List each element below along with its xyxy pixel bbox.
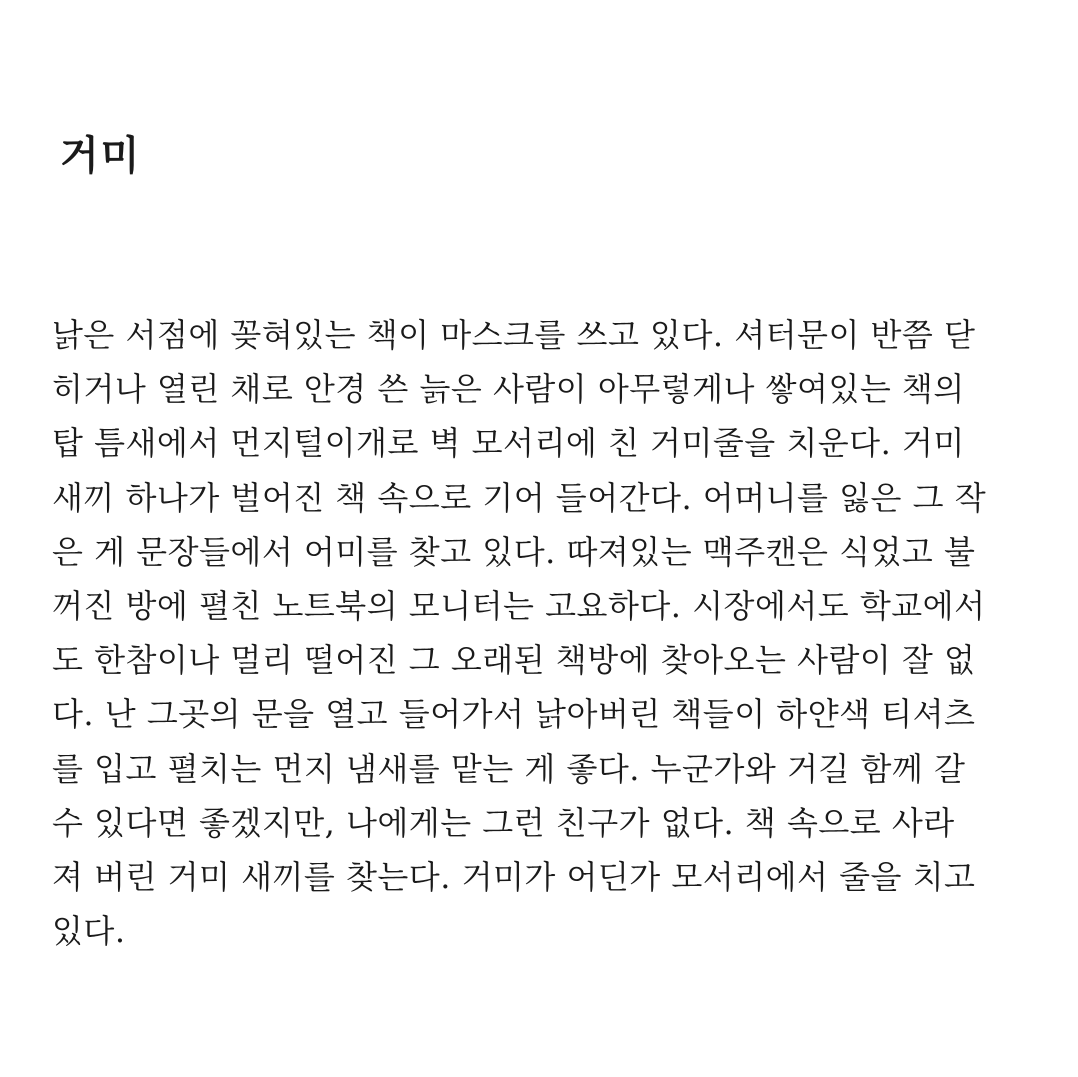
body-line: 은 게 문장들에서 어미를 찾고 있다. 따져있는 맥주캔은 식었고 불 (52, 532, 976, 571)
document-title: 거미 (60, 132, 142, 179)
body-line: 히거나 열린 채로 안경 쓴 늙은 사람이 아무렇게나 쌓여있는 책의 (52, 370, 965, 409)
body-line: 탑 틈새에서 먼지털이개로 벽 모서리에 친 거미줄을 치운다. 거미 (52, 424, 965, 463)
body-line: 꺼진 방에 펼친 노트북의 모니터는 고요하다. 시장에서도 학교에서 (52, 587, 986, 626)
body-line: 새끼 하나가 벌어진 책 속으로 기어 들어간다. 어머니를 잃은 그 작 (52, 478, 987, 517)
body-line: 져 버린 거미 새끼를 찾는다. 거미가 어딘가 모서리에서 줄을 치고 (52, 858, 976, 897)
body-line: 수 있다면 좋겠지만, 나에게는 그런 친구가 없다. 책 속으로 사라 (52, 803, 955, 842)
body-line: 도 한참이나 멀리 떨어진 그 오래된 책방에 찾아오는 사람이 잘 없 (52, 641, 976, 680)
body-line: 다. 난 그곳의 문을 열고 들어가서 낡아버린 책들이 하얀색 티셔츠 (52, 695, 976, 734)
body-line: 를 입고 펼치는 먼지 냄새를 맡는 게 좋다. 누군가와 거길 함께 갈 (52, 749, 966, 788)
document-body (52, 308, 1042, 958)
body-line: 낡은 서점에 꽂혀있는 책이 마스크를 쓰고 있다. 셔터문이 반쯤 닫 (52, 316, 976, 354)
body-line: 있다. (52, 912, 126, 951)
